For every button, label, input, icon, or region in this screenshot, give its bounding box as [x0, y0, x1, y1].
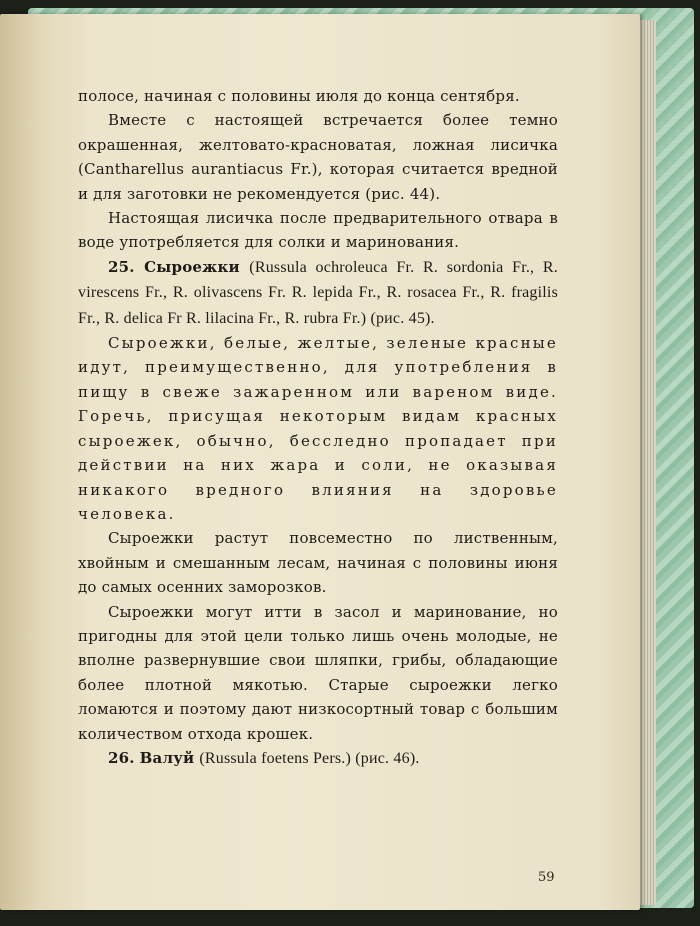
page-text: [78, 84, 558, 771]
entry-heading: Валуй: [139, 748, 195, 767]
species-entry-25: [78, 255, 558, 331]
entry-heading: Сыроежки: [144, 257, 240, 276]
paragraph: Сыроежки, белые, желтые, зеленые красные идут, преимущественно, для употребления в пищу в свеже зажаренном или вареном виде. Горечь, присущая некоторым видам красных сыроежек, обычно, бесследно пропадает при действии на них жара и соли, не оказывая никакого вредного влияния на здоровье человека.: [78, 334, 558, 523]
page-number: 59: [538, 870, 555, 885]
entry-text: (Russula foetens Pers.) (рис. 46).: [199, 749, 420, 767]
paragraph: полосе, начиная с половины июля до конца сентября.: [78, 87, 520, 105]
paragraph: Сыроежки могут итти в засол и маринование, но пригодны для этой цели только лишь очень молодые, не вполне развернувшие свои шляпки, грибы, обладающие более плотной мякотью. Старые сыроежки легко ломаются и поэтому дают низкосортный товар с большим количеством отхода крошек.: [78, 602, 558, 743]
paragraph: Вместе с настоящей встречается более темно окрашенная, желтовато-красноватая, ложная лисичка (Cantharellus aurantiacus Fr.), которая считается вредной и для заготовки не рекомендуется (рис. 44).: [78, 111, 558, 203]
species-entry-26: [78, 746, 558, 771]
entry-number: 26.: [108, 748, 135, 767]
entry-text: (Russula ochroleuca Fr. R. sordonia Fr., R. virescens Fr., R. olivascens Fr. R. lepida Fr., R. rosacea Fr., R. fragilis Fr., R. delica Fr R. lilacina Fr., R. rubra Fr.) (рис. 45).: [78, 258, 558, 327]
paragraph: Настоящая лисичка после предварительного отвара в воде употребляется для солки и маринования.: [78, 209, 558, 252]
entry-number: 25.: [108, 257, 135, 276]
book-page: [0, 14, 640, 910]
paragraph: Сыроежки растут повсеместно по лиственным, хвойным и смешанным лесам, начиная с половины июня до самых осенних заморозков.: [78, 529, 558, 597]
